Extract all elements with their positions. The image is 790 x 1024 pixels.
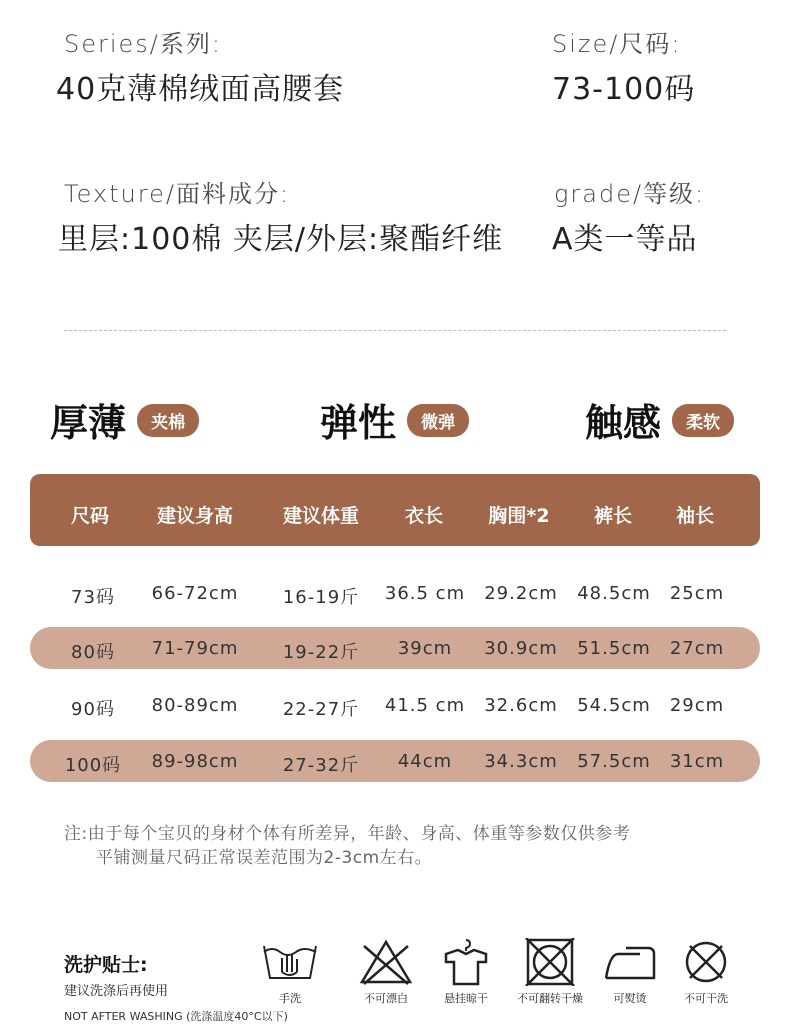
no-dry-clean-icon: [676, 938, 736, 986]
note-line-1: 注:由于每个宝贝的身材个体有所差异，年龄、身高、体重等参数仅供参考: [64, 824, 631, 844]
care-footnote: NOT AFTER WASHING (洗涤温度40°C以下): [64, 1010, 288, 1023]
cell-chest: 30.9cm: [484, 638, 558, 659]
cell-sleeve-length: 27cm: [669, 638, 725, 659]
header-height: 建议身高: [156, 505, 233, 527]
care-item-iron: [590, 938, 670, 1006]
table-row: [30, 684, 760, 726]
cell-weight: 22-27斤: [282, 699, 360, 720]
cell-size: 100码: [64, 755, 122, 776]
cell-weight: 19-22斤: [282, 642, 360, 663]
cell-chest: 34.3cm: [484, 751, 558, 772]
hang-dry-icon: [436, 938, 496, 986]
size-label: Size/尺码:: [552, 30, 682, 58]
cell-pants-length: 54.5cm: [577, 695, 651, 716]
feature-title: 触感: [585, 401, 662, 445]
header-pants-length: 裤长: [593, 505, 632, 527]
series-value: 40克薄棉绒面高腰套: [56, 72, 345, 107]
care-label: 可熨烫: [613, 992, 647, 1005]
care-label: 不可干洗: [684, 992, 728, 1005]
cell-sleeve-length: 25cm: [669, 583, 725, 604]
grade-label: grade/等级:: [554, 180, 706, 208]
care-subtitle: 建议洗涤后再使用: [64, 984, 169, 999]
cell-pants-length: 57.5cm: [577, 751, 651, 772]
cell-height: 80-89cm: [151, 695, 239, 716]
care-item-hang-dry: [426, 938, 506, 1006]
cell-chest: 29.2cm: [484, 583, 558, 604]
cell-sleeve-length: 29cm: [669, 695, 725, 716]
cell-size: 80码: [71, 642, 115, 663]
care-item-no-dry-clean: [666, 938, 746, 1006]
iron-icon: [600, 938, 660, 986]
cell-chest: 32.6cm: [484, 695, 558, 716]
cell-top-length: 36.5 cm: [384, 583, 466, 604]
hand-wash-icon: [260, 938, 320, 986]
no-tumble-dry-icon: [520, 938, 580, 986]
note-line-2: 平铺测量尺码正常误差范围为2-3cm左右。: [96, 848, 433, 868]
cell-top-length: 39cm: [397, 638, 453, 659]
header-weight: 建议体重: [282, 505, 359, 527]
feature-title: 厚薄: [50, 401, 127, 445]
cell-top-length: 44cm: [397, 751, 453, 772]
feature-tag: 微弹: [407, 404, 469, 437]
size-value: 73-100码: [552, 72, 696, 107]
feature-thickness: [50, 392, 199, 447]
feature-elasticity: [320, 392, 469, 447]
cell-sleeve-length: 31cm: [669, 751, 725, 772]
header-top-length: 衣长: [404, 505, 443, 527]
no-bleach-icon: [356, 938, 416, 986]
care-label: 悬挂晾干: [444, 992, 488, 1005]
header-size: 尺码: [70, 505, 109, 527]
cell-size: 73码: [71, 587, 115, 608]
header-sleeve-length: 袖长: [675, 505, 714, 527]
feature-title: 弹性: [320, 401, 397, 445]
feature-touch: [585, 392, 734, 447]
cell-weight: 27-32斤: [282, 755, 360, 776]
table-row: [30, 572, 760, 614]
cell-height: 89-98cm: [151, 751, 239, 772]
table-row: [30, 740, 760, 782]
size-table-header: [30, 474, 760, 546]
cell-top-length: 41.5 cm: [384, 695, 466, 716]
texture-label: Texture/面料成分:: [64, 180, 291, 208]
cell-pants-length: 48.5cm: [577, 583, 651, 604]
table-row: [30, 627, 760, 669]
cell-height: 71-79cm: [151, 638, 239, 659]
care-item-no-tumble-dry: [510, 938, 590, 1006]
care-label: 不可漂白: [364, 992, 408, 1005]
series-label: Series/系列:: [64, 30, 222, 58]
grade-value: A类一等品: [552, 222, 698, 257]
care-title: 洗护贴士:: [64, 954, 148, 976]
care-item-no-bleach: [346, 938, 426, 1006]
feature-tag: 柔软: [672, 404, 734, 437]
care-label: 不可翻转干燥: [517, 992, 583, 1005]
feature-tag: 夹棉: [137, 404, 199, 437]
texture-value: 里层:100棉 夹层/外层:聚酯纤维: [58, 222, 504, 257]
cell-size: 90码: [71, 699, 115, 720]
care-item-hand-wash: [250, 938, 330, 1006]
cell-weight: 16-19斤: [282, 587, 360, 608]
cell-height: 66-72cm: [151, 583, 239, 604]
cell-pants-length: 51.5cm: [577, 638, 651, 659]
section-divider: [64, 330, 726, 331]
care-label: 手洗: [279, 992, 301, 1005]
header-chest: 胸围*2: [488, 505, 550, 527]
